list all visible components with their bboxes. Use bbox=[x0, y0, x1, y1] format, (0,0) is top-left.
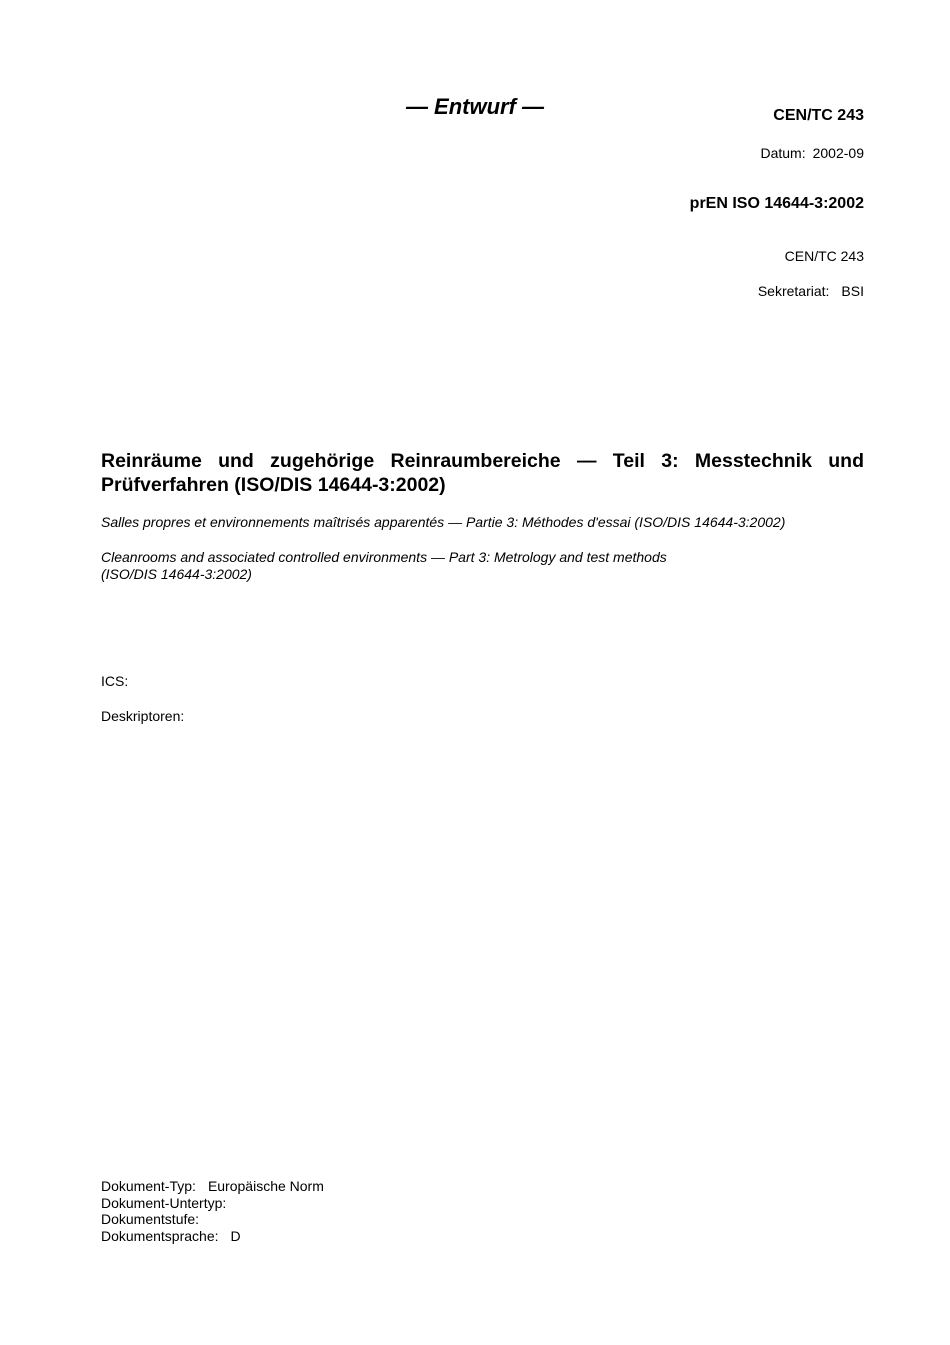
date-value: 2002-09 bbox=[812, 145, 864, 161]
secretariat-value: BSI bbox=[841, 283, 864, 299]
document-type-row bbox=[101, 1178, 324, 1195]
document-language-row bbox=[101, 1228, 324, 1245]
date-line bbox=[760, 145, 864, 161]
document-number: prEN ISO 14644-3:2002 bbox=[689, 195, 864, 212]
secretariat-label: Sekretariat: bbox=[757, 283, 830, 299]
title-english bbox=[101, 549, 864, 583]
descriptors-label: Deskriptoren: bbox=[101, 708, 185, 724]
title-english-line2: (ISO/DIS 14644-3:2002) bbox=[101, 566, 252, 582]
title-french: Salles propres et environnements maîtrisés apparentés — Partie 3: Méthodes d'essai (ISO/DIS 14644-3:2002) bbox=[101, 514, 786, 530]
secretariat-line bbox=[758, 283, 864, 299]
document-subtype-row bbox=[101, 1195, 324, 1212]
title-german: Reinräume und zugehörige Reinraumbereiche — Teil 3: Messtechnik und Prüfverfahren (ISO/DIS 14644-3:2002) bbox=[101, 450, 864, 496]
draft-watermark: — Entwurf — bbox=[405, 94, 545, 119]
document-type-label: Dokument-Typ: bbox=[101, 1178, 196, 1194]
ics-label: ICS: bbox=[101, 673, 129, 689]
date-label: Datum: bbox=[760, 145, 806, 161]
document-stage-row bbox=[101, 1211, 324, 1228]
document-language-label: Dokumentsprache: bbox=[101, 1227, 219, 1244]
document-language-value: D bbox=[230, 1227, 241, 1244]
document-subtype-label: Dokument-Untertyp: bbox=[101, 1194, 227, 1211]
title-english-line1: Cleanrooms and associated controlled environments — Part 3: Metrology and test methods bbox=[101, 549, 667, 565]
document-stage-label: Dokumentstufe: bbox=[101, 1211, 200, 1227]
committee-heading: CEN/TC 243 bbox=[773, 107, 864, 124]
committee-secondary: CEN/TC 243 bbox=[784, 248, 864, 264]
document-type-value: Europäische Norm bbox=[207, 1178, 324, 1194]
document-meta bbox=[101, 1178, 324, 1244]
